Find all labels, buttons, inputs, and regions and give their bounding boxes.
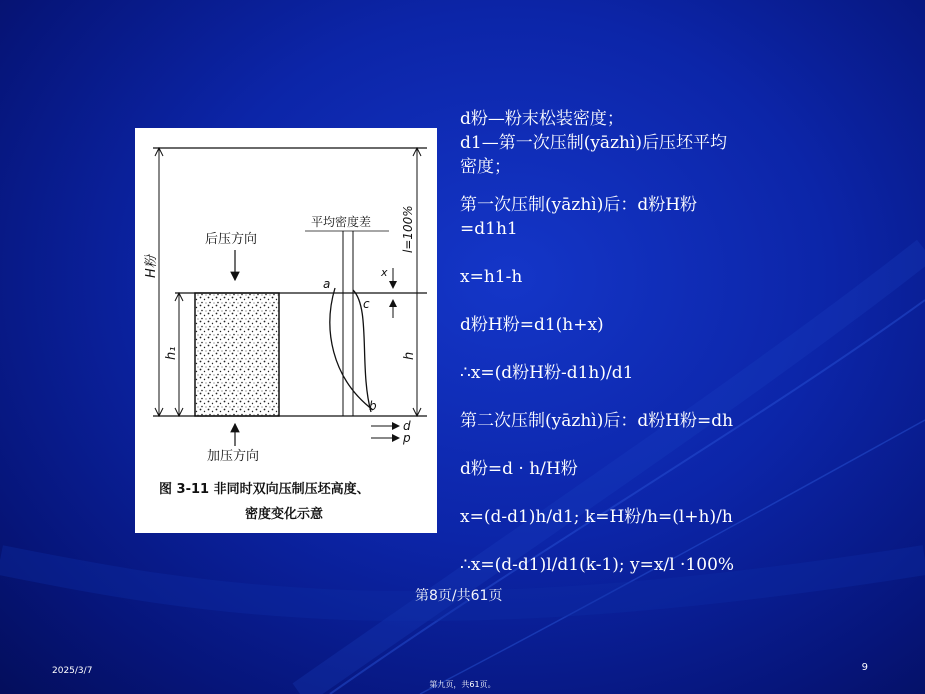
label-h: h: [402, 351, 417, 360]
text-line-1: d粉—粉末松装密度；: [460, 109, 624, 129]
overlay-page-indicator: 第8页/共61页: [415, 588, 503, 604]
label-back-pressure-dir: 后压方向: [205, 232, 258, 247]
formula-text-block: [460, 107, 790, 577]
figure-diagram: [135, 128, 437, 533]
figure-caption-line2: 密度变化示意: [245, 507, 324, 522]
label-h-powder: H粉: [144, 255, 159, 278]
text-line-4: 第一次压制(yāzhì)后：d粉H粉: [460, 195, 698, 215]
text-line-7: d粉H粉=d1(h+x): [460, 315, 604, 335]
text-line-5: =d1h1: [460, 219, 518, 239]
label-avg-density-diff: 平均密度差: [311, 215, 372, 229]
footer-center-text: 第九页，共61页。: [429, 680, 496, 689]
label-c: c: [363, 297, 370, 311]
text-line-10: d粉=d · h/H粉: [460, 459, 578, 479]
text-line-8: ∴x=(d粉H粉-d1h)/d1: [460, 363, 634, 383]
label-b: b: [369, 399, 377, 413]
figure-caption-line1: 图 3-11 非同时双向压制压坯高度、: [159, 482, 370, 497]
figure-image: [135, 128, 437, 533]
text-line-12: ∴x=(d-d1)l/d1(k-1); y=x/l ·100%: [460, 555, 735, 575]
footer-date: 2025/3/7: [52, 666, 93, 676]
label-p: p: [403, 431, 411, 445]
label-h1: h₁: [164, 346, 179, 360]
label-d: d: [403, 419, 411, 433]
label-l-percent: l=100%: [401, 205, 415, 253]
text-line-2: d1—第一次压制(yāzhì)后压坯平均: [460, 133, 728, 153]
text-line-9: 第二次压制(yāzhì)后：d粉H粉=dh: [460, 411, 734, 431]
text-line-3: 密度；: [460, 157, 511, 177]
label-a: a: [323, 277, 331, 291]
label-x: x: [381, 266, 388, 279]
footer-page-number: 9: [861, 662, 868, 673]
text-line-11: x=(d-d1)h/d1; k=H粉/h=(l+h)/h: [460, 507, 733, 527]
text-line-6: x=h1-h: [460, 267, 523, 287]
label-pressure-dir: 加压方向: [207, 449, 260, 464]
